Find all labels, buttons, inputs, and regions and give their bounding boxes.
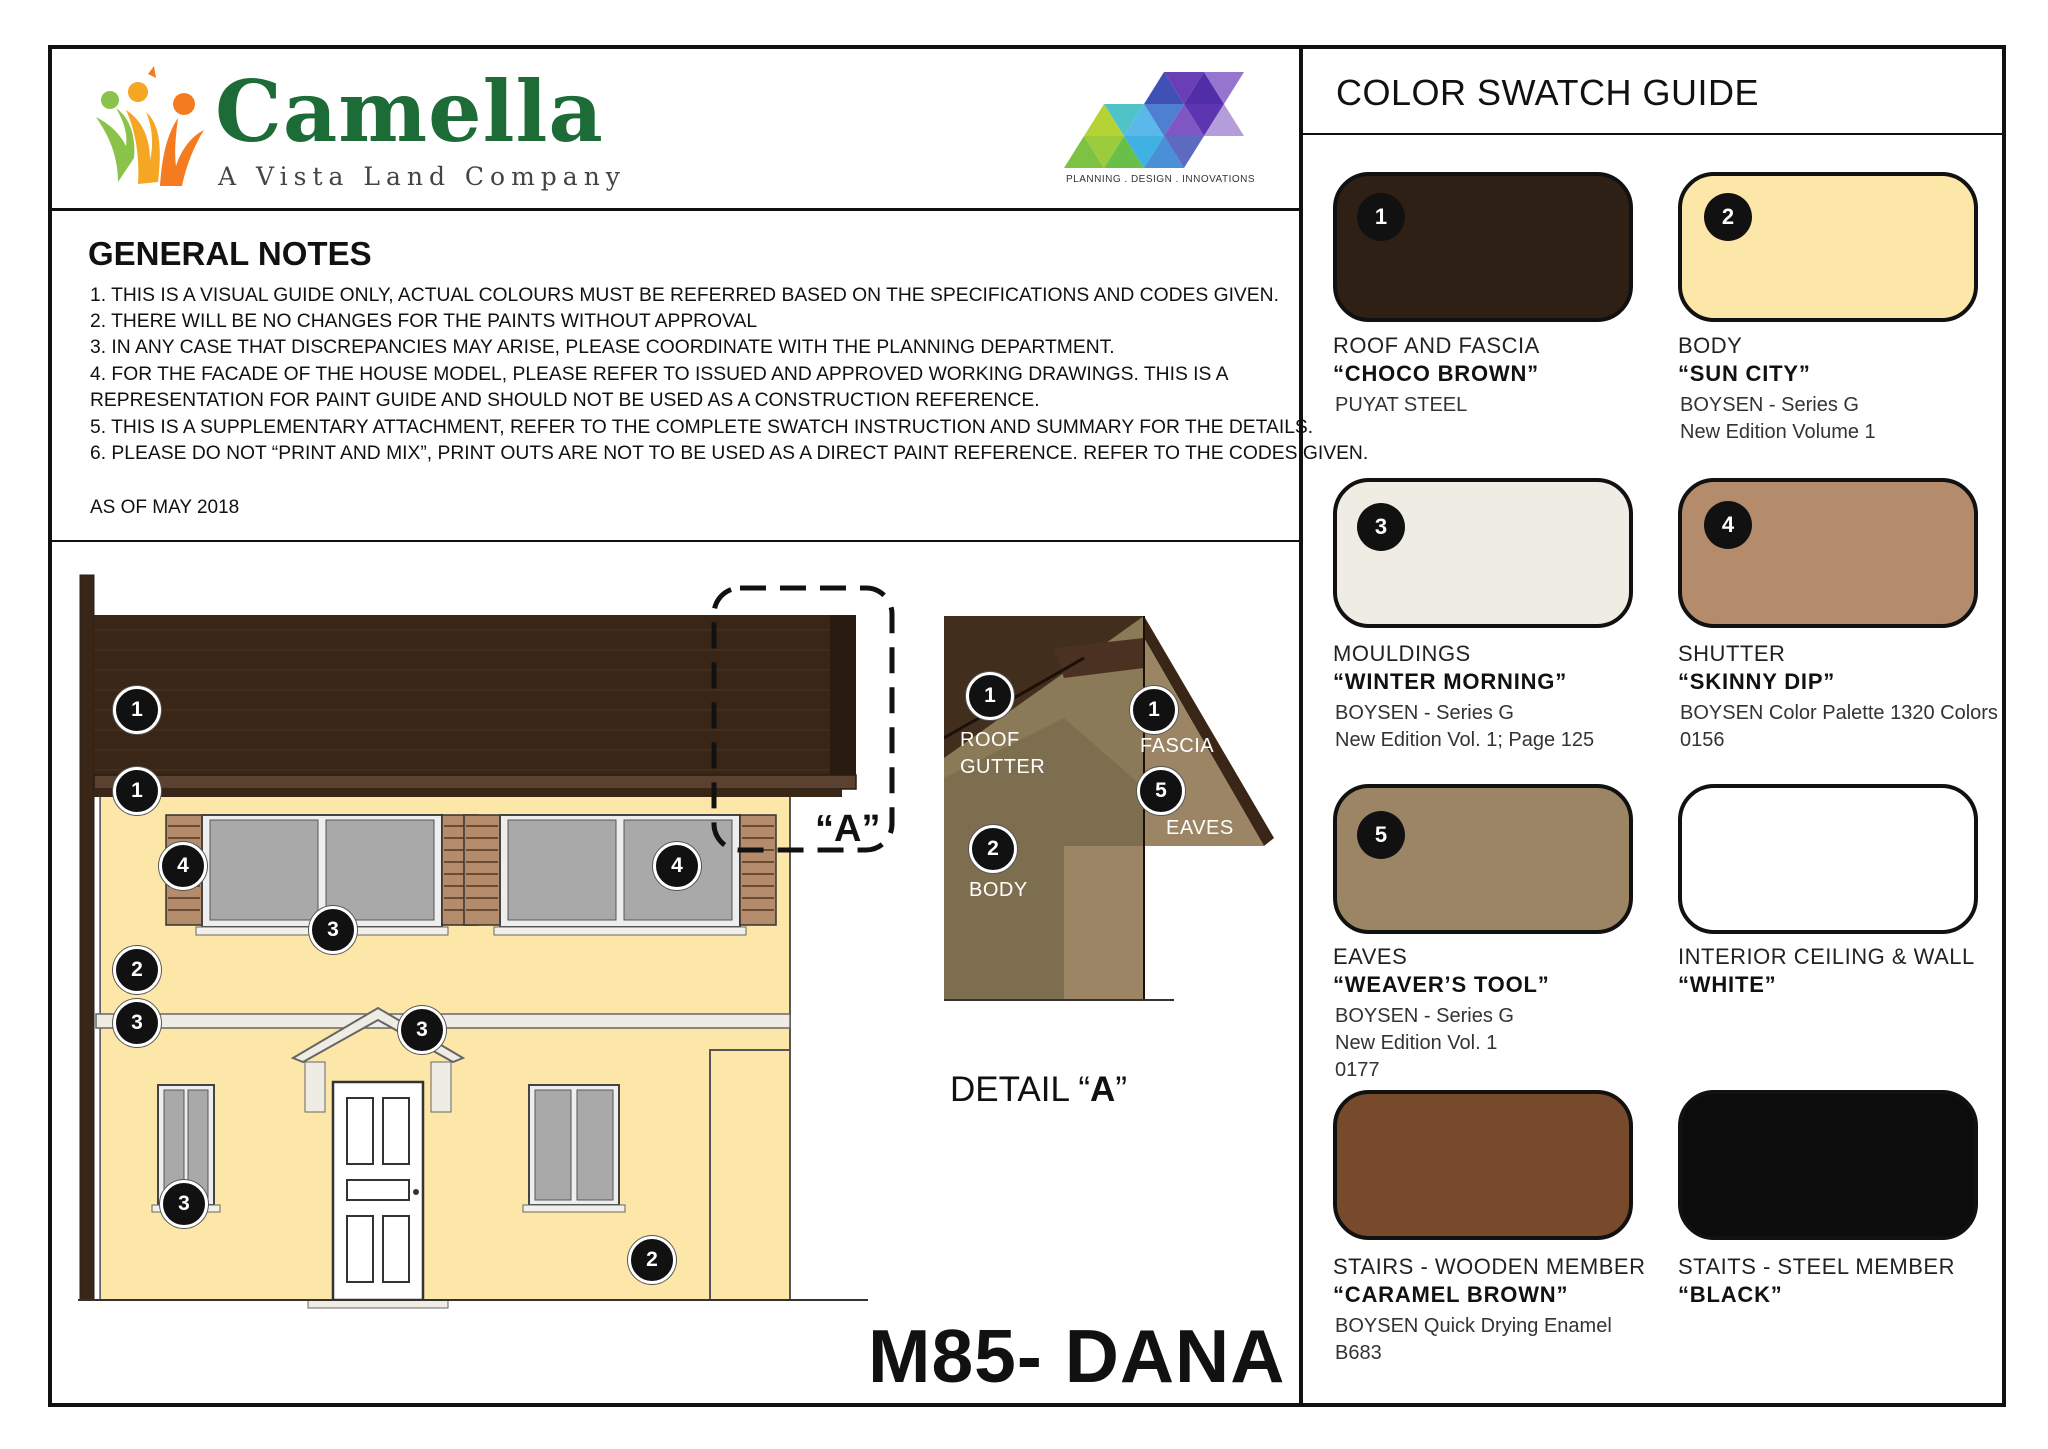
swatch-chip-black [1678, 1090, 1978, 1240]
marker-detail-body: 2 [969, 825, 1017, 873]
swatch-source: BOYSEN Color Palette 1320 Colors [1680, 702, 1998, 724]
marker-shutter-right: 4 [653, 842, 701, 890]
note-line: 6. PLEASE DO NOT “PRINT AND MIX”, PRINT OUTS ARE NOT TO BE USED AS A DIRECT PAINT REFERENCE. REFER TO THE CODES GIVEN. [90, 443, 1369, 464]
swatch-color-name: “SKINNY DIP” [1678, 669, 1836, 694]
swatch-title-divider [1301, 133, 2006, 135]
swatch-usage: ROOF AND FASCIA [1333, 333, 1540, 358]
detail-label-gutter: GUTTER [960, 756, 1046, 778]
swatch-number: 2 [1704, 193, 1752, 241]
swatch-color-name: “CARAMEL BROWN” [1333, 1282, 1569, 1307]
note-line: 2. THERE WILL BE NO CHANGES FOR THE PAINTS WITHOUT APPROVAL [90, 311, 758, 332]
swatch-source-detail: 0156 [1680, 729, 1725, 751]
marker-portico: 3 [398, 1006, 446, 1054]
swatch-chip-white [1678, 784, 1978, 934]
model-name: M85- DANA [868, 1314, 1286, 1398]
swatch-source-detail: New Edition Vol. 1; Page 125 [1335, 729, 1595, 751]
swatch-color-name: “BLACK” [1678, 1282, 1783, 1307]
marker-detail-gutter: 1 [966, 672, 1014, 720]
swatch-usage: INTERIOR CEILING & WALL [1678, 944, 1975, 969]
marker-sill: 3 [309, 906, 357, 954]
note-line: 3. IN ANY CASE THAT DISCREPANCIES MAY ARISE, PLEASE COORDINATE WITH THE PLANNING DEPARTMENT. [90, 337, 1115, 358]
swatch-source: PUYAT STEEL [1335, 394, 1468, 416]
marker-body-lower: 2 [628, 1236, 676, 1284]
swatch-number: 5 [1357, 811, 1405, 859]
swatch-source-detail: New Edition Volume 1 [1680, 421, 1876, 443]
swatch-color-name: “WHITE” [1678, 972, 1777, 997]
planning-triangles-logo-icon [1062, 68, 1262, 176]
swatch-source-detail: New Edition Vol. 1 [1335, 1032, 1498, 1054]
swatch-usage: STAITS - STEEL MEMBER [1678, 1254, 1955, 1279]
consultant-tagline: PLANNING . DESIGN . INNOVATIONS [1066, 174, 1256, 185]
detail-a-drawing [944, 608, 1274, 1008]
note-line: REPRESENTATION FOR PAINT GUIDE AND SHOULD NOT BE USED AS A CONSTRUCTION REFERENCE. [90, 390, 1040, 411]
swatch-source: BOYSEN - Series G [1680, 394, 1859, 416]
brand-wordmark: Camella [215, 62, 604, 161]
swatch-source: BOYSEN - Series G [1335, 702, 1514, 724]
notes-divider [48, 540, 1301, 542]
marker-fascia: 1 [113, 767, 161, 815]
marker-shutter-left: 4 [159, 842, 207, 890]
swatch-number: 1 [1357, 193, 1405, 241]
swatch-source: BOYSEN - Series G [1335, 1005, 1514, 1027]
swatch-color-name: “CHOCO BROWN” [1333, 361, 1539, 386]
detail-label-roof: ROOF [960, 729, 1020, 751]
marker-detail-eaves: 5 [1137, 767, 1185, 815]
marker-detail-fascia: 1 [1130, 686, 1178, 734]
detail-label-fascia: FASCIA [1140, 735, 1215, 757]
swatch-color-name: “SUN CITY” [1678, 361, 1811, 386]
note-line: 5. THIS IS A SUPPLEMENTARY ATTACHMENT, REFER TO THE COMPLETE SWATCH INSTRUCTION AND SUMMARY FOR THE DETAILS. [90, 417, 1314, 438]
swatch-usage: SHUTTER [1678, 641, 1786, 666]
detail-a-title: DETAIL “A” [950, 1070, 1127, 1109]
swatch-color-name: “WEAVER’S TOOL” [1333, 972, 1550, 997]
swatch-source-code: 0177 [1335, 1059, 1380, 1081]
swatch-guide-title: COLOR SWATCH GUIDE [1336, 72, 1760, 113]
swatch-chip-winter-morning [1333, 478, 1633, 628]
marker-roof: 1 [113, 686, 161, 734]
detail-label-eaves: EAVES [1166, 817, 1234, 839]
swatch-source: BOYSEN Quick Drying Enamel [1335, 1315, 1612, 1337]
swatch-source-detail: B683 [1335, 1342, 1382, 1364]
swatch-number: 4 [1704, 501, 1752, 549]
detail-a-callout-label: “A” [815, 808, 881, 850]
swatch-usage: STAIRS - WOODEN MEMBER [1333, 1254, 1646, 1279]
brand-tagline: A Vista Land Company [218, 162, 626, 191]
swatch-color-name: “WINTER MORNING” [1333, 669, 1568, 694]
note-line: 4. FOR THE FACADE OF THE HOUSE MODEL, PLEASE REFER TO ISSUED AND APPROVED WORKING DRAWINGS. THIS IS A [90, 364, 1229, 385]
swatch-usage: EAVES [1333, 944, 1408, 969]
header-divider [48, 208, 1301, 211]
as-of-date: AS OF MAY 2018 [90, 497, 240, 518]
note-line: 1. THIS IS A VISUAL GUIDE ONLY, ACTUAL COLOURS MUST BE REFERRED BASED ON THE SPECIFICATIONS AND CODES GIVEN. [90, 285, 1279, 306]
detail-label-body: BODY [969, 879, 1028, 901]
swatch-chip-weavers-tool [1333, 784, 1633, 934]
marker-lower-sill: 3 [160, 1180, 208, 1228]
marker-body-upper: 2 [113, 946, 161, 994]
swatch-number: 3 [1357, 503, 1405, 551]
marker-moulding-band: 3 [113, 999, 161, 1047]
column-divider [1299, 45, 1303, 1407]
general-notes-title: GENERAL NOTES [88, 235, 372, 272]
camella-logo-figures-icon [88, 62, 208, 192]
swatch-usage: BODY [1678, 333, 1743, 358]
swatch-chip-caramel-brown [1333, 1090, 1633, 1240]
swatch-usage: MOULDINGS [1333, 641, 1471, 666]
